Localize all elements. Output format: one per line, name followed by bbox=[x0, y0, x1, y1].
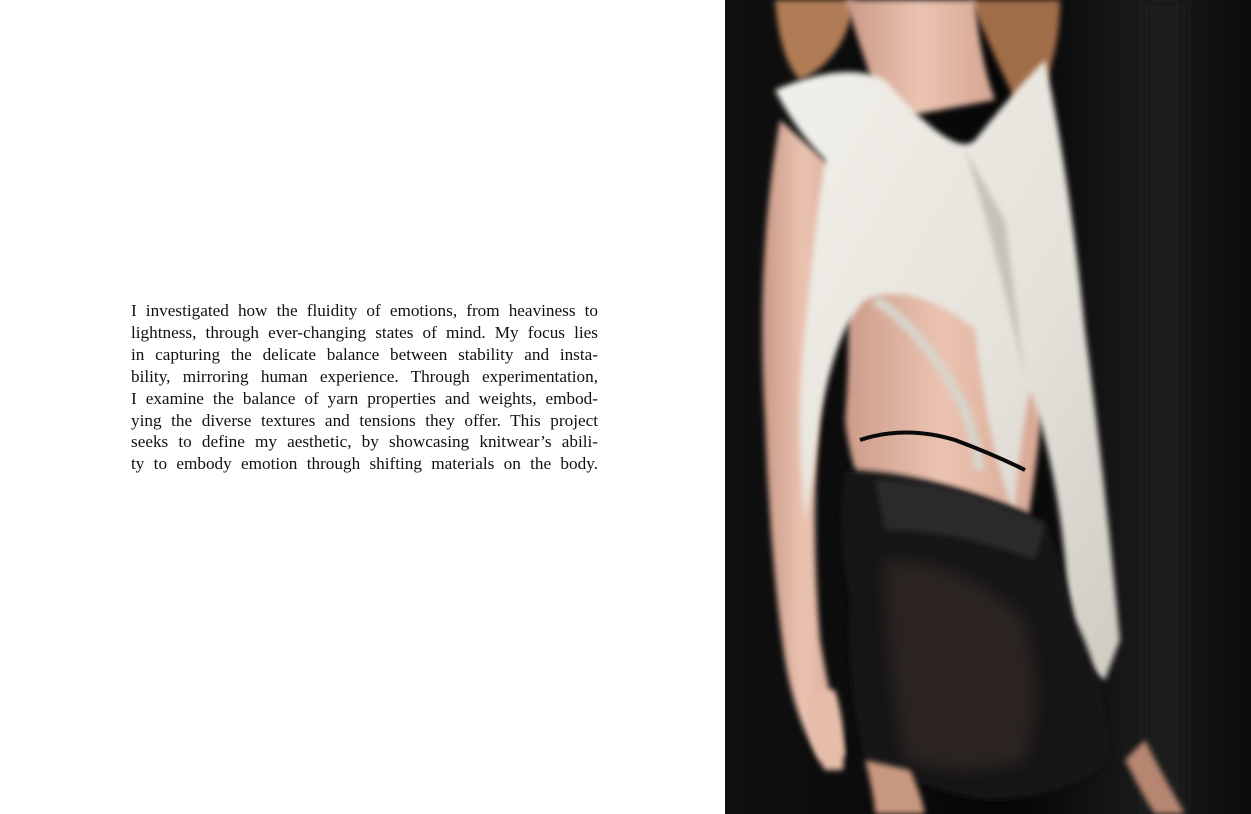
background-curtain-fold bbox=[1145, 0, 1185, 814]
model-illustration bbox=[725, 0, 1251, 814]
statement-line: in capturing the delicate balance between stability and insta- bbox=[131, 344, 598, 364]
statement-line: ty to embody emotion through shifting materials on the body. bbox=[131, 454, 598, 474]
statement-line: I investigated how the fluidity of emotions, from heaviness to bbox=[131, 301, 598, 320]
fashion-photo bbox=[725, 0, 1251, 814]
statement-line: ying the diverse textures and tensions they offer. This project bbox=[131, 410, 598, 430]
statement-line: I examine the balance of yarn properties and weights, embod- bbox=[131, 388, 598, 408]
statement-line: bility, mirroring human experience. Through experimentation, bbox=[131, 366, 598, 386]
statement-line: lightness, through ever-changing states of mind. My focus lies bbox=[131, 322, 598, 342]
statement-line: seeks to define my aesthetic, by showcasing knitwear’s abili- bbox=[131, 432, 598, 452]
project-statement bbox=[131, 300, 598, 475]
